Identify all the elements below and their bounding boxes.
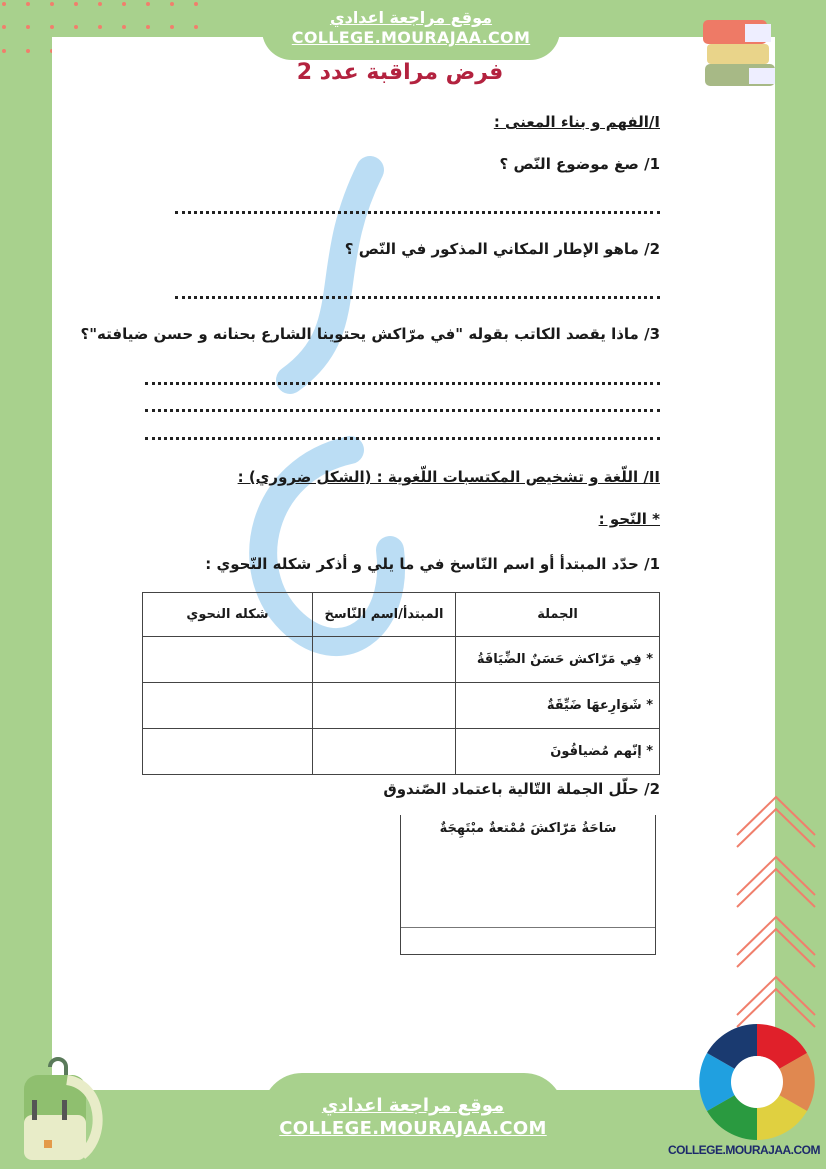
exam-title: فرض مراقبة عدد 2 (296, 60, 504, 85)
dot (50, 25, 54, 29)
dot (122, 25, 126, 29)
dot (146, 25, 150, 29)
site-link[interactable]: COLLEGE.MOURAJAA.COM (291, 28, 531, 47)
sentence-cell: * إنّهم مُضيافُونَ (456, 729, 660, 775)
dot (122, 2, 126, 6)
logo-text: COLLEGE.MOURAJAA.COM (668, 1143, 820, 1157)
dot (2, 2, 6, 6)
answer-line[interactable] (175, 296, 660, 299)
answer-cell[interactable] (143, 683, 313, 729)
answer-line[interactable] (145, 409, 660, 412)
dot (146, 2, 150, 6)
dot (2, 49, 6, 53)
table-row (143, 683, 660, 729)
question-2: 2/ ماهو الإطار المكاني المذكور في النّص ؟ (344, 240, 660, 258)
dot (26, 2, 30, 6)
column-header: الجملة (456, 593, 660, 637)
chevrons-decoration (735, 795, 817, 1030)
box-divider (401, 927, 655, 928)
table-row (143, 729, 660, 775)
table-row (143, 637, 660, 683)
answer-cell[interactable] (313, 637, 456, 683)
dot (26, 25, 30, 29)
answer-cell[interactable] (313, 683, 456, 729)
dot (194, 25, 198, 29)
site-link[interactable]: COLLEGE.MOURAJAA.COM (279, 1117, 547, 1139)
dot (2, 25, 6, 29)
answer-cell[interactable] (143, 637, 313, 683)
answer-line[interactable] (175, 211, 660, 214)
footer-banner (262, 1073, 564, 1169)
site-name-ar: موقع مراجعة اعدادي (321, 1095, 505, 1116)
site-name-ar: موقع مراجعة اعدادي (329, 8, 493, 27)
dot (194, 2, 198, 6)
section-heading-comprehension: I/الفهم و بناء المعنى : (493, 113, 660, 131)
answer-line[interactable] (145, 437, 660, 440)
grammar-question-2: 2/ حلّل الجملة التّالية باعتماد الصّندوق (383, 780, 660, 798)
analysis-box[interactable] (400, 815, 656, 955)
column-header: شكله النحوي (143, 593, 313, 637)
answer-line[interactable] (145, 382, 660, 385)
header-banner (262, 0, 560, 60)
sentence-cell: * فِي مَرّاكش حَسَنٌ الضِّيَافَةُ (456, 637, 660, 683)
backpack-icon (12, 1055, 112, 1165)
question-3: 3/ ماذا يقصد الكاتب بقوله "في مرّاكش يحتوينا الشارع بحنانه و حسن ضيافته"؟ (80, 325, 660, 343)
grammar-heading: * النّحو : (598, 510, 660, 528)
grammar-question-1: 1/ حدّد المبتدأ أو اسم النّاسخ في ما يلي و أذكر شكله النّحوي : (205, 555, 660, 573)
grammar-table (142, 592, 660, 775)
sentence-cell: * شَوَارِعهَا ضَيِّقَةٌ (456, 683, 660, 729)
dot (170, 25, 174, 29)
table-header-row (143, 593, 660, 637)
dot (98, 25, 102, 29)
question-1: 1/ صغ موضوع النّص ؟ (499, 155, 660, 173)
subjects-wheel-logo (695, 1022, 819, 1142)
dot (26, 49, 30, 53)
dot (98, 2, 102, 6)
answer-cell[interactable] (143, 729, 313, 775)
dot (74, 2, 78, 6)
box-sentence: سَاحَةُ مَرّاكشَ مُمْتعةٌ مبْتَهِجَةٌ (439, 821, 617, 836)
column-header: المبتدأ/اسم النّاسخ (313, 593, 456, 637)
section-heading-language: II/ اللّغة و تشخيص المكتسبات اللّغوية : (الشكل ضروري) : (237, 468, 660, 486)
books-icon (695, 12, 785, 92)
answer-cell[interactable] (313, 729, 456, 775)
dot (50, 2, 54, 6)
dot (74, 25, 78, 29)
dot (170, 2, 174, 6)
